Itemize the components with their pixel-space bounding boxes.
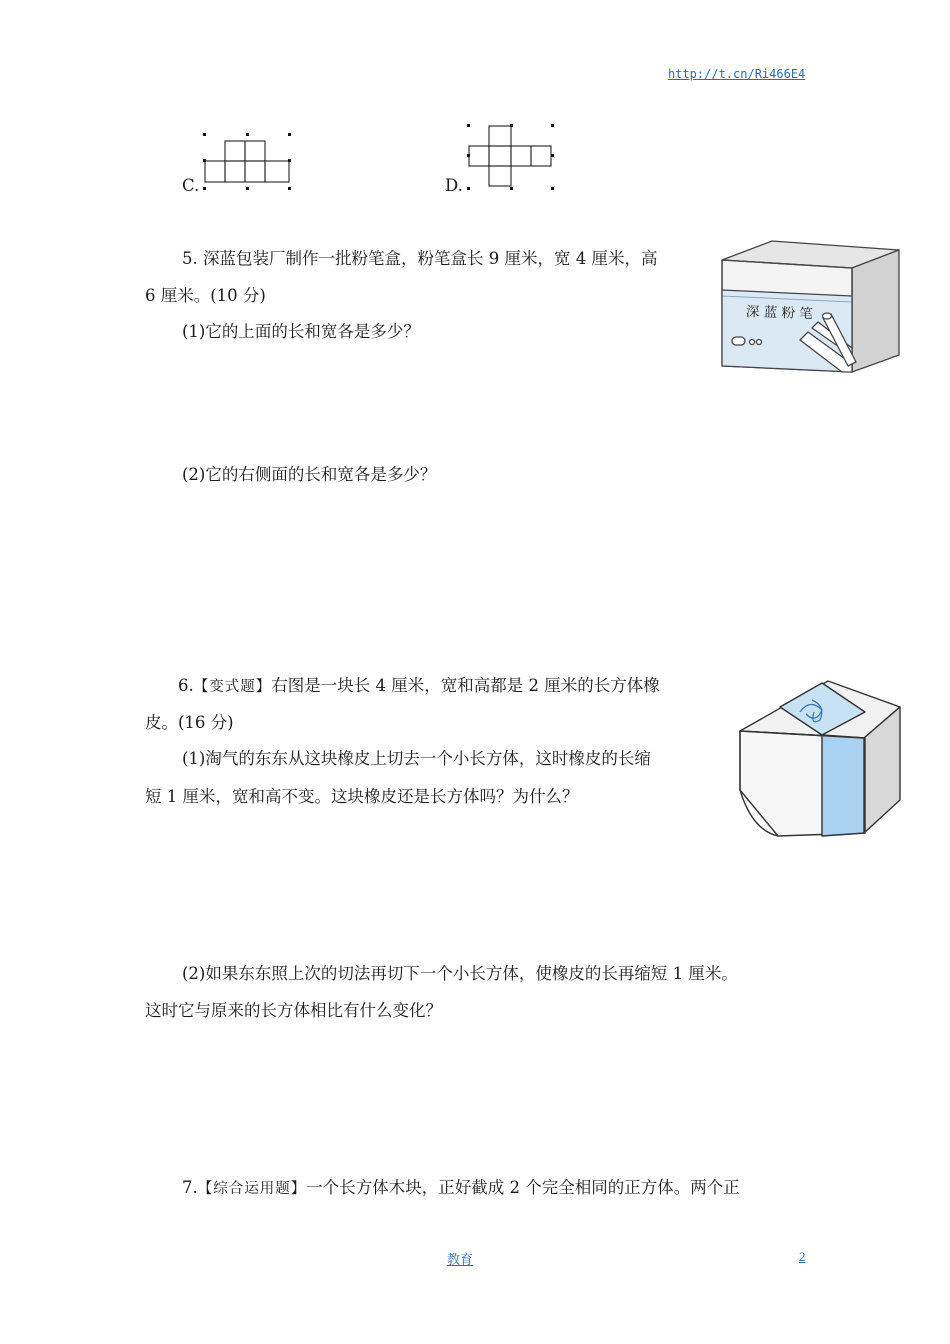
chalk-box-label: 深 蓝 粉 笔 [745,303,814,323]
q6-tag: 【变式题】 [193,679,272,695]
q6-sub1-line2: 短 1 厘米，宽和高不变。这块橡皮还是长方体吗？为什么？ [145,787,579,806]
q7-tag: 【综合运用题】 [197,1181,307,1197]
q6-line1-text: 右图是一块长 4 厘米，宽和高都是 2 厘米的长方体橡 [271,676,660,695]
q7-line1 [182,1176,740,1201]
q6-sub1-line1: (1)淘气的东东从这块橡皮上切去一个小长方体，这时橡皮的长缩 [182,749,651,768]
q6-sub2-line1: (2)如果东东照上次的切法再切下一个小长方体，使橡皮的长再缩短 1 厘米。 [182,964,738,983]
q6-line2: 皮。(16 分) [145,713,234,732]
q6-number: 6. [178,676,194,695]
page-number: 2 [799,1249,806,1264]
q5-sub1: (1)它的上面的长和宽各是多少？ [182,322,420,341]
q5-line1: 5. 深蓝包装厂制作一批粉笔盒，粉笔盒长 9 厘米，宽 4 厘米，高 [182,249,658,268]
q5-sub2: (2)它的右侧面的长和宽各是多少？ [182,465,437,484]
q7-number: 7. [182,1178,198,1197]
header-link[interactable]: http://t.cn/Ri466E4 [668,67,806,81]
q5-line2: 6 厘米。(10 分) [145,286,266,305]
option-c-label: C. [182,176,200,195]
option-d-label: D. [445,176,463,195]
footer-link[interactable]: 教育 [447,1253,474,1268]
q7-line1-text: 一个长方体木块，正好截成 2 个完全相同的正方体。两个正 [306,1178,740,1197]
q6-sub2-line2: 这时它与原来的长方体相比有什么变化？ [145,1001,442,1020]
